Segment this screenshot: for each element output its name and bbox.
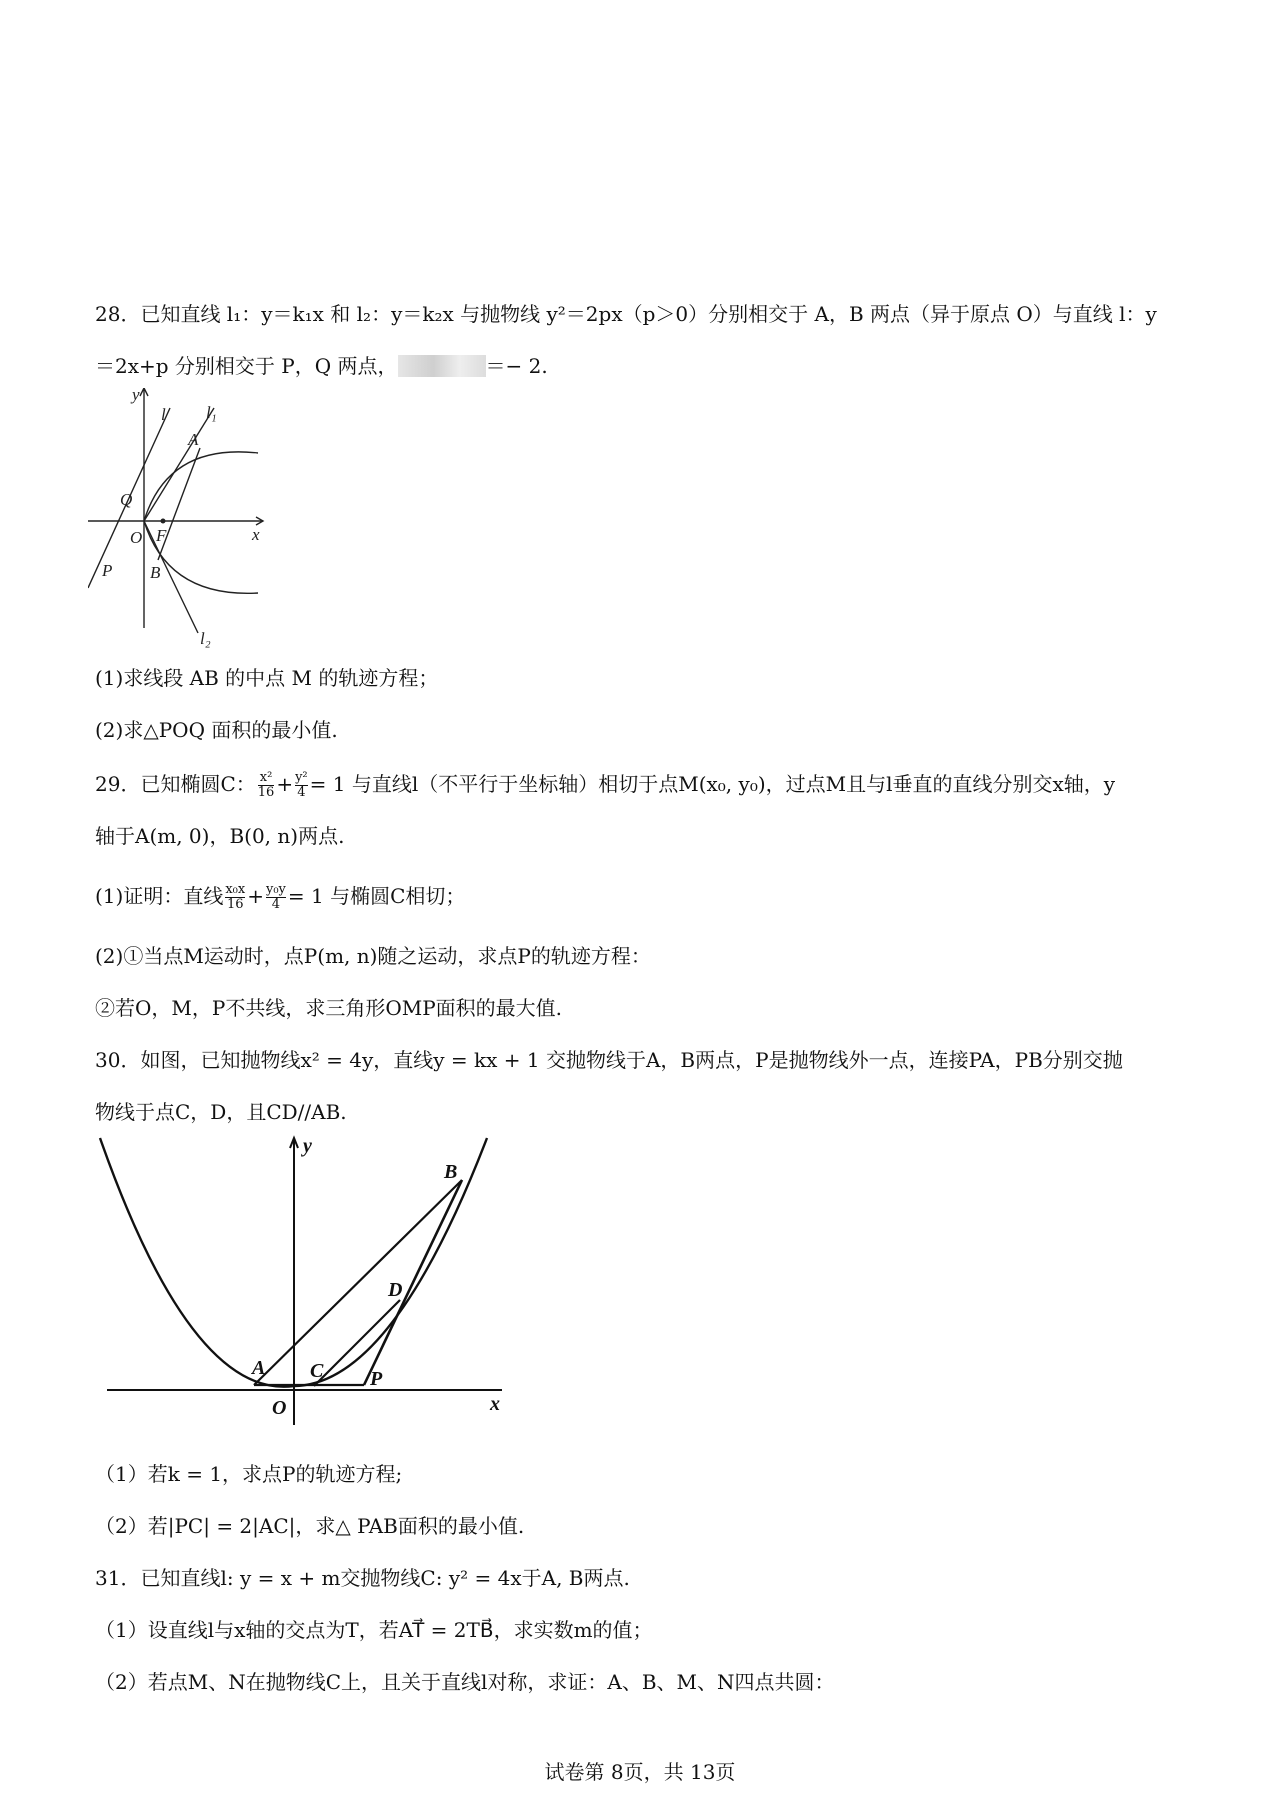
q30-line2: 物线于点C，D，且CD//AB. bbox=[95, 1100, 347, 1124]
fig1-label-Q: Q bbox=[120, 490, 133, 509]
q29-sub2: (2)①当点M运动时，点P(m, n)随之运动，求点P的轨迹方程： bbox=[95, 944, 651, 968]
blurred-formula bbox=[398, 355, 486, 377]
fig2-label-P: P bbox=[370, 1368, 383, 1390]
fig2-label-C: C bbox=[310, 1360, 324, 1382]
fig1-label-O: O bbox=[130, 528, 143, 547]
q31-sub2: （2）若点M、N在抛物线C上，且关于直线l对称，求证：A、B、M、N四点共圆： bbox=[95, 1670, 835, 1694]
q30-sub2: （2）若|PC| = 2|AC|，求△ PAB面积的最小值. bbox=[95, 1514, 525, 1538]
q30-line1: 30．如图，已知抛物线x² = 4y，直线y = kx + 1 交抛物线于A，B两点，P是抛物线外一点，连接PA，PB分别交抛 bbox=[95, 1048, 1123, 1072]
fig1-label-P: P bbox=[102, 561, 113, 580]
q29-sub3: ②若O，M，P不共线，求三角形OMP面积的最大值. bbox=[95, 996, 563, 1020]
q28-sub1: (1)求线段 AB 的中点 M 的轨迹方程； bbox=[95, 666, 439, 690]
fig1-label-l: l bbox=[161, 405, 166, 424]
figure-q30 bbox=[92, 1130, 522, 1430]
q29-sub1: (1)证明：直线 $\frac{\text{x₀x}}{16}$ + $\frac{\text{y₀y}}{4}$ = 1 与椭圆C相切； bbox=[95, 882, 466, 912]
q28-line1: 28．已知直线 l₁：y＝k₁x 和 l₂：y＝k₂x 与抛物线 y²＝2px（p＞0）分别相交于 A，B 两点（异于原点 O）与直线 l：y bbox=[95, 302, 1157, 326]
fig2-label-O: O bbox=[272, 1397, 287, 1419]
fig2-label-D: D bbox=[388, 1279, 403, 1301]
fig2-label-y: y bbox=[303, 1135, 312, 1157]
q28-line2: ＝2x+p 分别相交于 P，Q 两点， ＝− 2. bbox=[95, 354, 548, 378]
line-AB bbox=[254, 1180, 462, 1385]
q31-line1: 31．已知直线l: y = x + m交抛物线C: y² = 4x于A, B两点. bbox=[95, 1566, 630, 1590]
fig1-label-x: x bbox=[252, 525, 260, 544]
q31-sub1: （1）设直线l与x轴的交点为T，若AT⃗ = 2TB⃗，求实数m的值； bbox=[95, 1618, 653, 1642]
fig1-label-y: y bbox=[132, 388, 140, 404]
q29-line2: 轴于A(m, 0)，B(0, n)两点. bbox=[95, 824, 345, 848]
fig1-label-l1: l₁ bbox=[206, 403, 217, 422]
fig1-label-F: F bbox=[156, 526, 167, 545]
fig1-label-l2: l₂ bbox=[200, 629, 211, 648]
segment-PB bbox=[364, 1180, 462, 1385]
focus-point bbox=[161, 519, 166, 524]
page-footer: 试卷第 8页，共 13页 bbox=[544, 1760, 736, 1784]
fig1-label-B: B bbox=[150, 563, 161, 582]
fig2-label-B: B bbox=[444, 1161, 458, 1183]
fig1-label-A: A bbox=[188, 430, 199, 449]
q30-sub1: （1）若k = 1，求点P的轨迹方程; bbox=[95, 1462, 403, 1486]
q29-line1: 29．已知椭圆C： $\frac{\text{x²}}{16}$ + $\frac{\text{y²}}{4}$ = 1 与直线l（不平行于坐标轴）相切于点M(x₀, y₀)，过点M且与l垂直的直线分别交x轴，y bbox=[95, 770, 1116, 800]
figure-q28 bbox=[88, 388, 318, 653]
fig2-label-x: x bbox=[490, 1393, 500, 1415]
q28-sub2: (2)求△POQ 面积的最小值. bbox=[95, 718, 338, 742]
fig2-label-A: A bbox=[252, 1357, 266, 1379]
